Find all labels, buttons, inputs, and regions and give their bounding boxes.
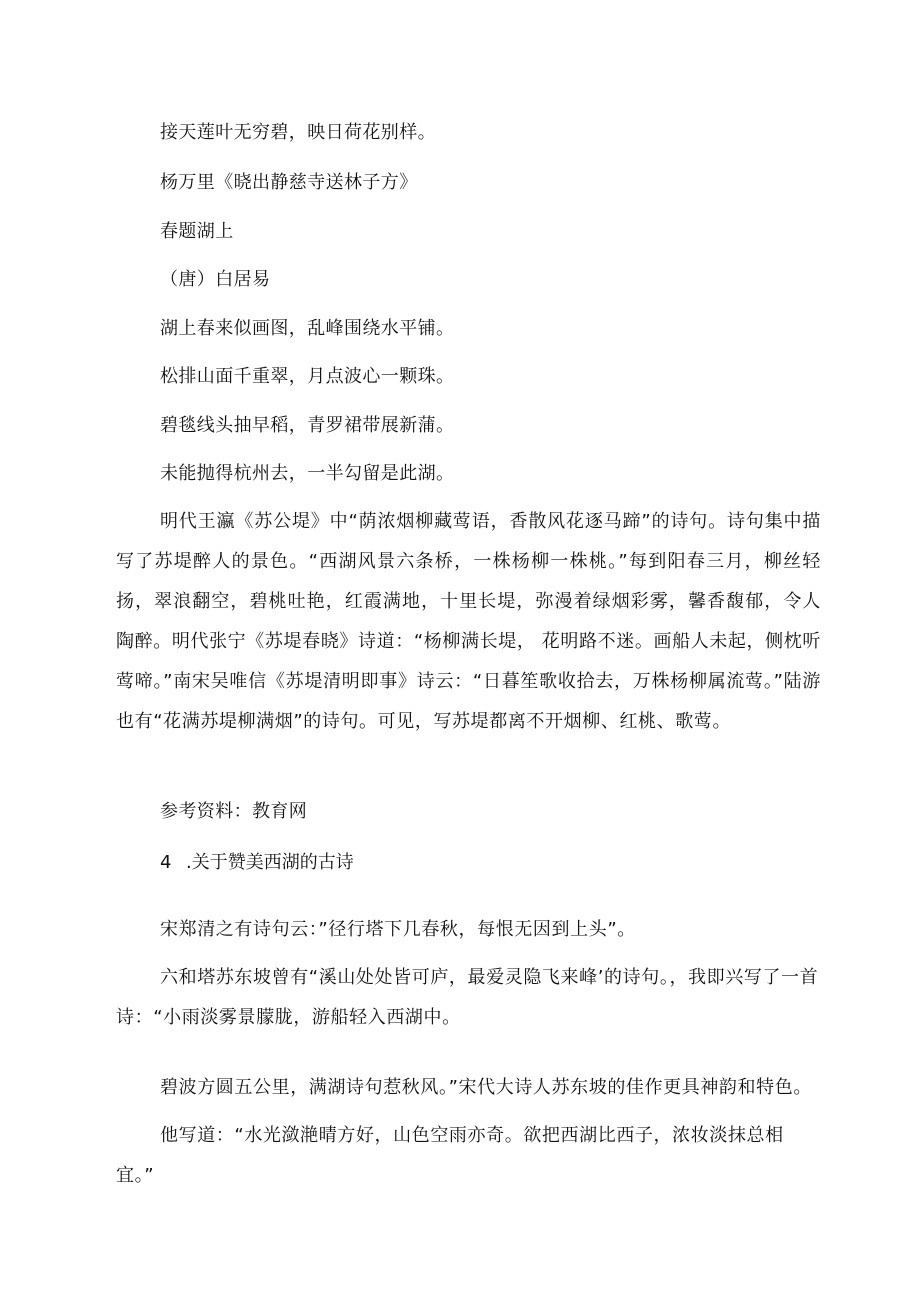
poem-tail-line: 接天莲叶无穷碧，映日荷花别样。 xyxy=(160,122,436,143)
section-title: .关于赞美西湖的古诗 xyxy=(186,852,354,873)
poem-title: 春题湖上 xyxy=(160,221,234,242)
section-heading xyxy=(160,851,354,875)
reference-note: 参考资料：教育网 xyxy=(160,801,308,822)
poem-author: （唐）白居易 xyxy=(160,269,271,290)
section-paragraph: 碧波方圆五公里，满湖诗句惹秋风。”宋代大诗人苏东坡的佳作更具神韵和特色。 xyxy=(160,1077,812,1098)
section-paragraph: 六和塔苏东坡曾有“溪山处处皆可庐，最爱灵隐飞来峰’的诗句。，我即兴写了一首诗：“小雨淡雾景朦胧，游船轻入西湖中。 xyxy=(116,967,819,1028)
poem-line: 未能抛得杭州去，一半勾留是此湖。 xyxy=(160,463,455,484)
essay-paragraph: 明代王瀛《苏公堤》中“荫浓烟柳藏莺语，香散风花逐马蹄”的诗句。诗句集中描写了苏堤醉人的景色。“西湖风景六条桥，一株杨柳一株桃。”每到阳春三月，柳丝轻扬，翠浪翻空，碧桃吐艳，红霞满地，十里长堤，弥漫着绿烟彩雾，馨香馥郁，令人陶醉。明代张宁《苏堤春晓》诗道：“杨柳满长堤， 花明路不迷。画船人未起，侧枕听莺啼。”南宋吴唯信《苏堤清明即事》诗云：“日暮笙歌收拾去，万株杨柳属流莺。”陆游也有“花满苏堤柳满烟”的诗句。可见，写苏堤都离不开烟柳、红桃、歌莺。 xyxy=(116,511,821,732)
section-paragraph: 宋郑清之有诗句云：”径行塔下几春秋，每恨无因到上头”。 xyxy=(160,919,636,940)
poem-tail-attribution: 杨万里《晓出静慈寺送林子方》 xyxy=(160,172,418,193)
section-paragraph: 他写道：“水光潋滟晴方好，山色空雨亦奇。欲把西湖比西子，浓妆淡抹总相宜。” xyxy=(116,1125,784,1186)
poem-line: 湖上春来似画图，乱峰围绕水平铺。 xyxy=(160,318,455,339)
section-number: 4 xyxy=(160,852,172,873)
poem-line: 松排山面千重翠，月点波心一颗珠。 xyxy=(160,366,455,387)
poem-line: 碧毯线头抽早稻，青罗裙带展新蒲。 xyxy=(160,415,455,436)
